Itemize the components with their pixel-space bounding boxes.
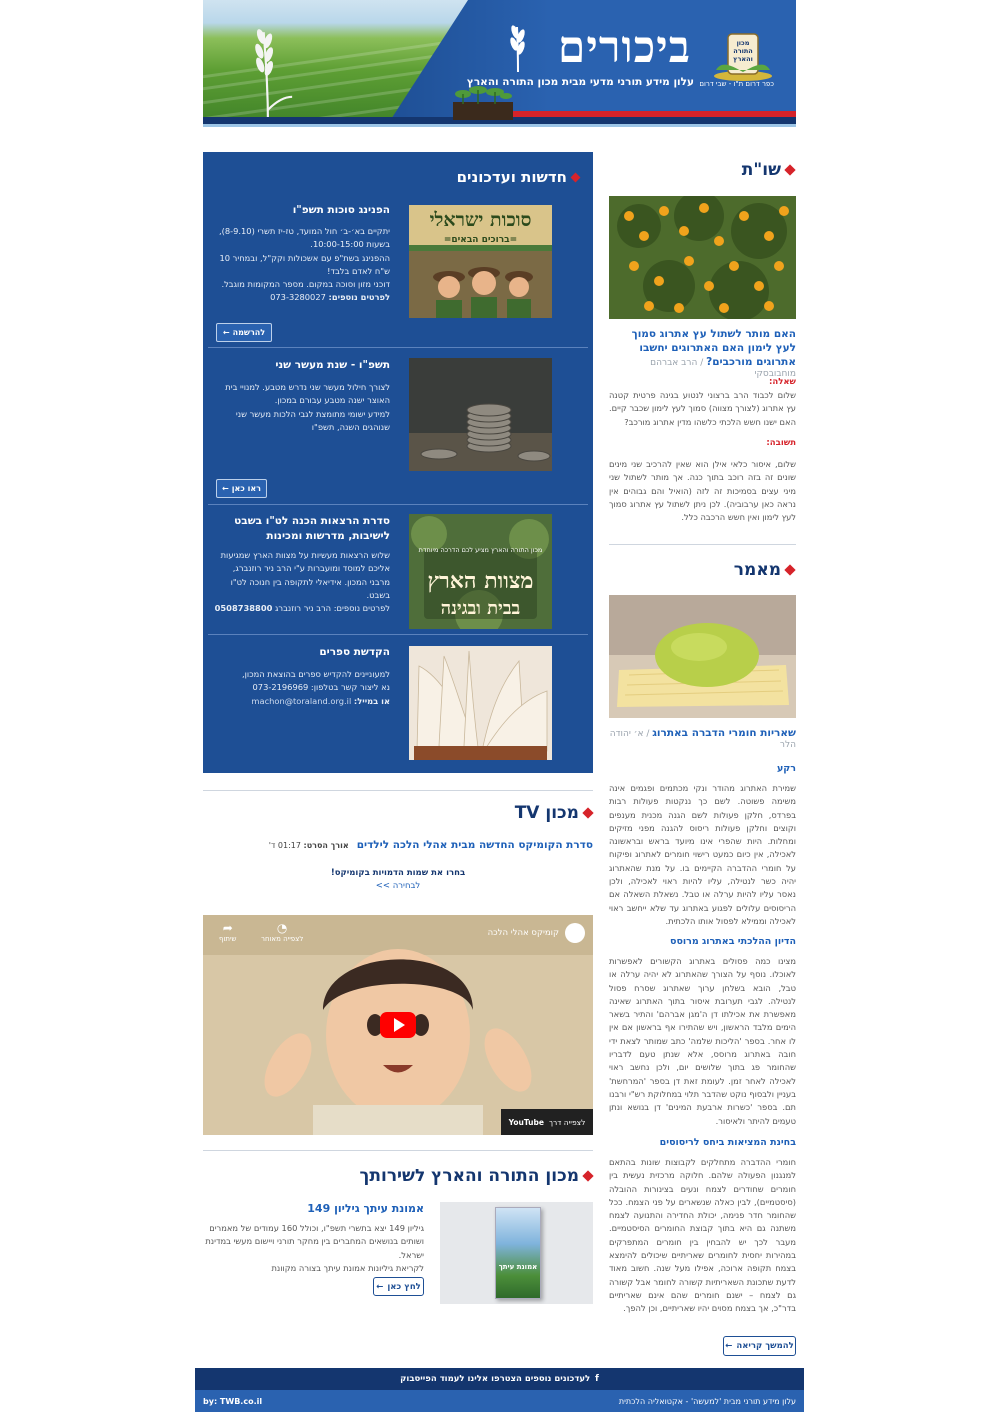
news-contact (210, 291, 390, 304)
question-text: שלום לכבוד הרב ברצוני לנטוע בגינה פרטית קטנה עץ אתרוג (לצורך מצווה) סמוך לעץ לימון שכבר קיים. האם ישנו חשש הלכתי כלשהו מדין אתרוג מורכב? (609, 390, 796, 427)
news-panel (203, 152, 593, 773)
magazine-line: ישראל. (398, 1249, 424, 1260)
wheat-icon (238, 15, 298, 127)
news-divider (208, 634, 588, 635)
share-icon: ➦ (222, 921, 233, 935)
header-light-strip (203, 124, 796, 127)
shut-author: / הרב אברהם מוחבובסקי (650, 358, 796, 379)
sukkot-image-subtitle: =ברוכים הבאים= (443, 235, 518, 245)
watch-on-youtube-button[interactable] (501, 1109, 593, 1135)
maamar-article-link[interactable] (609, 726, 796, 750)
news-item-title: סדרת הרצאות הכנה לט"ו בשבט לישיבות, מדרשות ומכינות (234, 515, 390, 542)
section-text-reality: חומרי ההדברה מתחלקים לקבוצות שונות בהתאם למנגנון הפעולה שלהם. חלוקה מרכזית נעשית בין חומרים שחודרים לצמח ונעים בצינורות ההובלה (סיסטמיים), לבין כאלה שנשארים על פני הצמח. ככל שהחומר חדר פנימה, יכולת החדירה והתנועה לצמח משתנה גם היא בתוך קבוצת החומרים הסיסטמיים. מעבר לכך יש להבחין בין חומרים המתפרקים במהירות יחסית לחומרים שאריתיים שיכולים להימצא בצמח תקופה ארוכה, אפילו מעל שנה. חשוב מאוד לדעת שתכונת השאריתיות קשורה לחומר אבל קשורה גם לצמח – ישנם חומרים שהם אינם שאריתיים בדר"כ, אך בצמח מסוים יהיו שאריתיים, וכן להפך. (609, 1157, 796, 1314)
vote-link[interactable]: לבחירה >> (375, 881, 421, 891)
vote-prompt: בחרו את שמות הדמויות בקומיקס! (330, 868, 466, 878)
tv-heading-text: מכון TV (514, 803, 579, 823)
maamar-article-title[interactable]: שאריות חומרי הדברה באתרוג (652, 727, 796, 739)
contact-label: לפרטים נוספים: הרב ניר רוזנברג (275, 603, 390, 614)
channel-name: קומיקס אהלי הלכה (487, 928, 559, 938)
click-here-label: לחץ כאן (387, 1281, 421, 1292)
section-head-reality: בחינת המציאות ביחס לריסוסים (659, 1137, 796, 1148)
contact-label: לפרטים נוספים: (328, 292, 390, 303)
news-item-text (210, 225, 390, 305)
news-line: דוכני מזון וסוכה במקום. מספר המקומות מוגבל. (221, 279, 390, 290)
news-line: למעוניינים להקדיש ספרים בהוצאת המכון, (242, 669, 390, 679)
channel-avatar (565, 923, 585, 943)
facebook-footer-bar[interactable] (195, 1368, 804, 1390)
maamar-heading-text: מאמר (733, 560, 781, 580)
news-line: שנוהגים השנה, תשפ"ו (311, 421, 390, 432)
site-subtitle: עלון מידע תורני מדעי מבית מכון התורה והארץ (466, 76, 694, 88)
news-email (210, 695, 390, 708)
watch-on-label: לצפייה דרך (548, 1117, 586, 1127)
mitzvot-image-title: מצוות הארץ (427, 568, 534, 594)
divider (203, 1150, 593, 1151)
etrog-image[interactable] (609, 595, 796, 718)
maamar-author: / א׳ יהודה הלר (609, 729, 796, 750)
video-info (269, 838, 593, 852)
duration-label: אורך הסרט: (303, 840, 349, 850)
diamond-icon (571, 172, 581, 182)
play-button[interactable] (380, 1012, 416, 1038)
header-place: כפר דרום ת"ו - שבי דרום (699, 80, 774, 88)
sukkot-image-title: סוכות ישראלי (429, 209, 532, 231)
see-here-button-label: ראו כאן (231, 484, 261, 493)
watch-later-label: לצפייה מאוחר (261, 935, 304, 943)
share-button[interactable] (219, 921, 237, 943)
diamond-icon (582, 1170, 593, 1181)
news-line: מרבני המכון. אידיאלי לתקופה בין חנוכה לט"ו (230, 576, 390, 587)
shut-heading (742, 160, 794, 180)
tv-heading (515, 803, 592, 823)
shut-heading-text: שו"ת (741, 160, 781, 180)
share-label: שיתוף (219, 935, 237, 943)
arrow-left-icon: ← (222, 328, 230, 337)
news-line: בשבט. (366, 589, 390, 600)
answer-label: תשובה: (766, 438, 796, 448)
shut-article-link[interactable] (609, 327, 796, 379)
news-divider (208, 347, 588, 348)
service-heading (360, 1166, 592, 1186)
clock-icon: ◔ (276, 921, 288, 935)
register-button[interactable] (216, 323, 272, 342)
mitzvot-image-top: מכון התורה והארץ מציע לכם הדרכה מיוחדת (418, 546, 543, 554)
news-line: לצורך חילול מעשר שני נדרש מטבע. למנויי בית (225, 382, 390, 392)
bottom-footer-bar (195, 1390, 804, 1412)
diamond-icon (784, 164, 795, 175)
news-line: שלוש הרצאות מעשיות על מצוות הארץ שמגיעות (220, 550, 390, 560)
news-heading (457, 168, 579, 186)
service-heading-text: מכון התורה והארץ לשירותך (359, 1166, 579, 1186)
coins-image[interactable] (409, 358, 552, 471)
news-line: למידע ישומי מתומצת לגבי הלכות מעשר שני (235, 408, 390, 419)
arrow-left-icon: ← (222, 484, 229, 493)
logo-text: מכון התורה והארץ (733, 39, 753, 63)
news-item-text (210, 668, 390, 708)
section-text-halachic: מצינו כמה פסולים באתרוג הקשורים לאפשרות לאוכלו. נוסף על הצורך שהאתרוג לא יהיה ערלה או טבל, הובא בשלחן ערוך שאתרוג שסרח פסול לנטילה. לגבי תערובת איסור בתוך האתרוג שאינה מאפשרת את אכילתו דן ה'מגן אברהם' והתיר בשאר הימים מלבד הראשון, ויש שהתירו אף בראשון אם אין לו אחר. בספר 'הליכות שלמה' כתב שמותר לצאת ידי חובה באתרוג מרוסס, אלא שנתן טעם לדבריו שהחומר פג בתוך שלושים יום, ולכן נחשב ראוי לאכילה לאחר זמן. לעומת זאת דן בספר 'המרחשת' בעניין ולבסוף נוקט שהדבר תלוי במחלוקת רש"י ורבנו תם. בספר 'כשרות ארבעת המינים' דן בנושא ונתן טעמים להיתר ולאיסור. (609, 956, 796, 1126)
header-banner (203, 0, 796, 127)
news-item-title: תשפ"ו - שנת מעשר שני (275, 359, 390, 371)
answer-text: שלום, איסור כלאי אילן הוא שאין להרכיב שני מינים שונים זה בזה רוכב בתוך כנה. אך מותר לשתול שני מיני עצים בסמיכות זה לזה (הואיל והם גבוהים אין נראה כאן ערבוביה). לכן ניתן לשתול עץ אתרוג סמוך לעץ לימון ואין חשש הרכבה כלל. (609, 459, 796, 523)
see-here-button[interactable] (216, 479, 267, 498)
watch-later-button[interactable] (261, 921, 303, 943)
magazine-line: ושותים בנושאים המחברים בין מחקר תורני ויישום מעשי במדינת (205, 1236, 424, 1247)
maamar-heading (734, 560, 794, 580)
email-label: או במייל: (353, 695, 390, 706)
news-line: אליכם למוסד ומועברות ע"י הרב ניר רוזנברג, (232, 563, 390, 574)
continue-reading-label: להמשך קריאה (736, 1341, 794, 1351)
magazine-cover-title: אמונת עיתך (498, 1263, 538, 1271)
magazine-line: לקריאת גיליונות אמונת עיתך בצורה מקוונת (271, 1262, 424, 1273)
magazine-cover-image[interactable] (440, 1202, 593, 1304)
footer-credit-link[interactable]: by: TWB.co.il (203, 1396, 263, 1406)
news-item-title: הפנינג סוכות תשפ"ו (292, 204, 390, 216)
play-icon (394, 1018, 405, 1032)
continue-reading-button[interactable] (723, 1336, 796, 1356)
news-heading-text: חדשות ועדכונים (456, 168, 567, 186)
book-pages-image[interactable] (409, 646, 552, 760)
news-line: ההפנינג בשת"פ עם אשכולות וקק"ל, ובמחיר 10 (219, 252, 390, 263)
divider (203, 790, 593, 791)
diamond-icon (784, 564, 795, 575)
news-contact (210, 602, 390, 615)
register-button-label: להרשמה (232, 328, 266, 337)
question-label: שאלה: (768, 377, 796, 387)
youtube-logo-icon: YouTube (508, 1117, 544, 1127)
video-player[interactable] (203, 915, 593, 1135)
shut-article-title[interactable]: האם מותר לשתול עץ אתרוג סמוך לעץ לימון האם האתרוגים יחשבו אתרוגים מורכבים? (631, 328, 796, 368)
magazine-line: גיליון 149 יצא בתשרי תשפ"ו, וכולל 160 עמודים של מאמרים (209, 1223, 424, 1233)
video-channel[interactable] (488, 923, 585, 943)
arrow-left-icon: ← (725, 1341, 733, 1351)
click-here-button[interactable] (373, 1277, 424, 1296)
section-head-background: רקע (776, 763, 796, 774)
news-line: בשעות 10:00-15:00. (310, 239, 390, 250)
institute-logo[interactable] (712, 30, 774, 82)
news-item-title: הקדשת ספרים (319, 646, 390, 658)
contact-phone[interactable]: 0508738800 (214, 603, 273, 614)
facebook-footer-text: לעדכונים נוספים הצטרפו אלינו לעמוד הפייסבוק (400, 1374, 591, 1384)
arrow-left-icon: ← (376, 1281, 384, 1292)
sukkot-image[interactable] (409, 205, 552, 318)
mitzvot-haaretz-image[interactable] (409, 514, 552, 629)
news-line: יתקיים בא׳-ב׳ חול המועד, טז-יז תשרי (8-9.10), (218, 226, 390, 236)
section-text-background: שמירת האתרוג מהודר ונקי מכתמים ופגמים אינה משימה פשוטה. לשם כך ננקטות פעולות רבות בפרדס, חלקן פעולות לשם הגנה מכנית מענפים וקוצים וחלקן פעולות ריסוס להגנה מפני מזיקים ומחלות. היות שהפרי אינו מיועד בראש ובראשונה לאכילה, אין כיום כמעט רישוי חומרים לאתרוג ופיקוח על חומרי ההדברה הקיימים בו. על מנת שהאתרוג יהיה כשר לנטילה, עליו להיות ראוי לאכילה, ולכן נאסר עליו להיות ערלה או טבל. נשאלת השאלה אם הריסוסים עלולים לפגוע באתרוג עד שלא ייחשב ראוי לאכילה וממילא לפסול אותו הלכתית. (609, 783, 796, 926)
footer-tagline: עלון מידע תורני מבית 'למעשה' - אקטואליה הלכתית (618, 1396, 796, 1406)
site-title: ביכורים (557, 22, 691, 73)
news-line: נא ליצור קשר בטלפון: 073-2196969 (252, 682, 390, 693)
facebook-icon: f (595, 1374, 599, 1384)
wheat-logo-icon (503, 22, 533, 72)
email-link[interactable]: machon@toraland.org.il (251, 695, 352, 706)
news-item-text (210, 549, 390, 615)
contact-phone[interactable]: 073-3280027 (270, 292, 326, 303)
magazine-title-link[interactable]: אמונת עיתך גיליון 149 (307, 1202, 424, 1215)
news-item-text (210, 381, 390, 434)
magazine-description (194, 1222, 424, 1275)
mitzvot-image-subtitle: בבית ובגינה (440, 598, 521, 619)
news-divider (208, 504, 588, 505)
news-line: האוצר ישנה מטבע עבורם במכון. (274, 395, 390, 406)
duration-value: 01:17 ד' (268, 840, 301, 850)
news-line: ש"ח לאדם בלבד! (327, 265, 390, 276)
divider (609, 544, 796, 545)
video-title-link[interactable]: סדרת הקומיקס החדשה מבית אהלי הלכה לילדים (356, 839, 593, 851)
citrus-tree-image[interactable] (609, 196, 796, 319)
diamond-icon (582, 807, 593, 818)
magazine-cover (495, 1207, 541, 1299)
section-head-halachic: הדיון ההלכתי באתרוג מרוסס (669, 936, 796, 947)
